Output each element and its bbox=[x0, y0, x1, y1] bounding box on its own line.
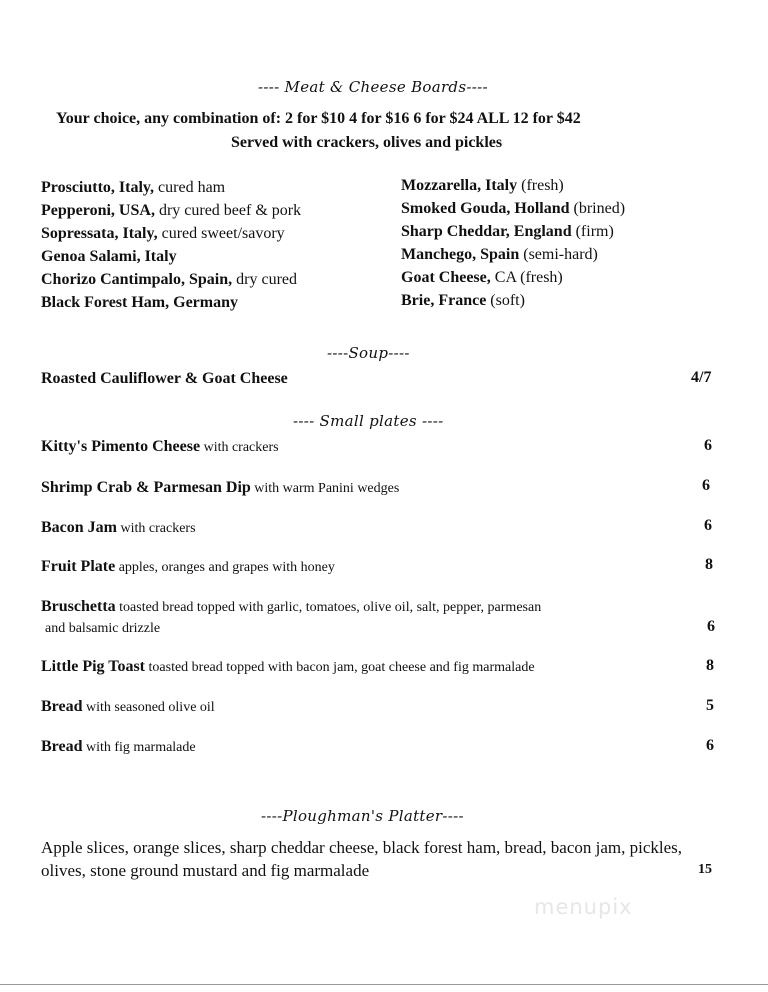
boards-pricing-line: Your choice, any combination of: 2 for $10 4 for $16 6 for $24 ALL 12 for $42 bbox=[56, 110, 581, 127]
soup-item-price: 4/7 bbox=[691, 369, 712, 386]
ploughman-price: 15 bbox=[698, 862, 712, 877]
small-plate-item: Bread with fig marmalade bbox=[41, 738, 196, 755]
ploughman-description-line-1: Apple slices, orange slices, sharp cheddar cheese, black forest ham, bread, bacon jam, pickles, bbox=[41, 838, 683, 857]
meat-item: Pepperoni, USA, dry cured beef & pork bbox=[41, 202, 302, 219]
small-plate-item: Fruit Plate apples, oranges and grapes with honey bbox=[41, 558, 335, 575]
boards-served-line: Served with crackers, olives and pickles bbox=[231, 134, 503, 151]
small-plate-price: 6 bbox=[702, 477, 710, 494]
soup-heading: ----Soup---- bbox=[327, 344, 410, 362]
small-plate-price: 5 bbox=[706, 697, 714, 714]
small-plate-item: Bruschetta toasted bread topped with garlic, tomatoes, olive oil, salt, pepper, parmesan bbox=[41, 598, 542, 615]
boards-heading: ---- Meat & Cheese Boards---- bbox=[258, 78, 488, 96]
small-plate-price: 8 bbox=[705, 556, 713, 573]
small-plates-heading: ---- Small plates ---- bbox=[293, 412, 444, 430]
meat-item: Black Forest Ham, Germany bbox=[41, 294, 239, 311]
small-plate-desc-continued: and balsamic drizzle bbox=[45, 621, 161, 636]
meat-item: Genoa Salami, Italy bbox=[41, 248, 177, 265]
page-bottom-divider bbox=[0, 984, 768, 985]
cheese-item: Brie, France (soft) bbox=[401, 292, 525, 309]
soup-item-name: Roasted Cauliflower & Goat Cheese bbox=[41, 370, 288, 387]
ploughman-description-line-2: olives, stone ground mustard and fig marmalade bbox=[41, 861, 370, 880]
cheese-item: Goat Cheese, CA (fresh) bbox=[401, 269, 563, 286]
meat-item: Prosciutto, Italy, cured ham bbox=[41, 179, 226, 196]
meat-item: Sopressata, Italy, cured sweet/savory bbox=[41, 225, 285, 242]
small-plate-price: 6 bbox=[704, 437, 712, 454]
ploughman-heading: ----Ploughman's Platter---- bbox=[261, 807, 464, 825]
small-plate-price: 8 bbox=[706, 657, 714, 674]
cheese-item: Mozzarella, Italy (fresh) bbox=[401, 177, 564, 194]
cheese-item: Smoked Gouda, Holland (brined) bbox=[401, 200, 626, 217]
cheese-item: Sharp Cheddar, England (firm) bbox=[401, 223, 614, 240]
small-plate-price: 6 bbox=[707, 618, 715, 635]
small-plate-item: Bread with seasoned olive oil bbox=[41, 698, 215, 715]
menupix-watermark: menupix bbox=[534, 895, 633, 919]
small-plate-item: Shrimp Crab & Parmesan Dip with warm Panini wedges bbox=[41, 479, 400, 496]
small-plate-item: Kitty's Pimento Cheese with crackers bbox=[41, 438, 279, 455]
small-plate-price: 6 bbox=[704, 517, 712, 534]
small-plate-price: 6 bbox=[706, 737, 714, 754]
small-plate-item: Little Pig Toast toasted bread topped with bacon jam, goat cheese and fig marmalade bbox=[41, 658, 535, 675]
cheese-item: Manchego, Spain (semi-hard) bbox=[401, 246, 598, 263]
meat-item: Chorizo Cantimpalo, Spain, dry cured bbox=[41, 271, 297, 288]
small-plate-item: Bacon Jam with crackers bbox=[41, 519, 196, 536]
